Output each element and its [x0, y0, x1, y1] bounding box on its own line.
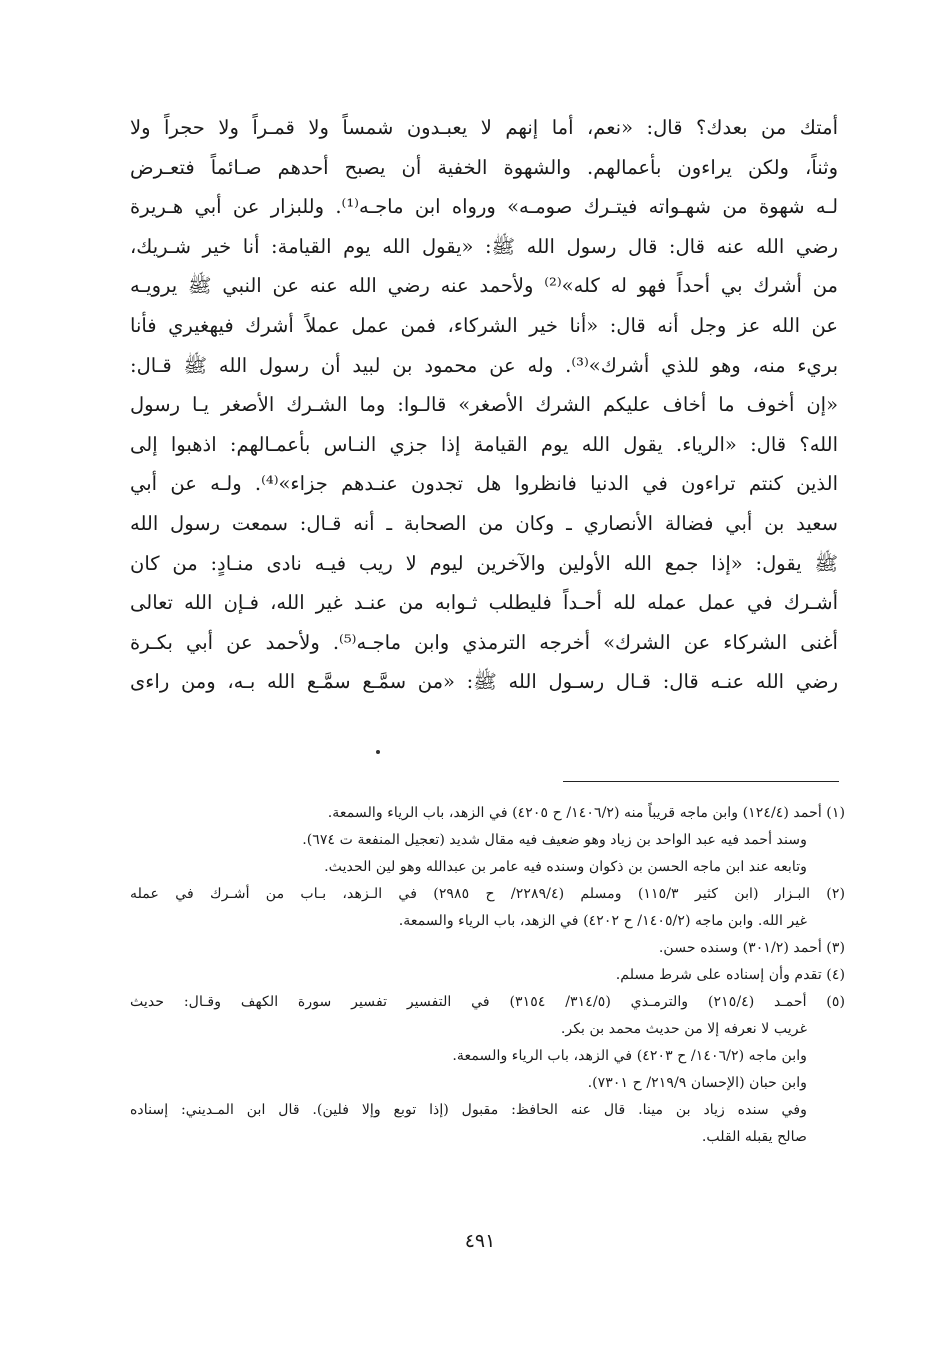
text-line: أمتك من بعدك؟ قال: «نعم، أما إنهم لا يعبـدون شمساً ولا قمـراً ولا حجراً ولا	[130, 116, 838, 139]
footnote-1-continuation: وسند أحمد فيه عبد الواحد بن زياد وهو ضعيف فيه مقال شديد (تعجيل المنفعة ت ٦٧٤).	[302, 832, 807, 848]
text-line: أشـرك في عمل عمله لله أحـداً فليطلب ثـوابه من عنـد غير الله، فـإن الله تعالى	[130, 591, 838, 615]
text-line: أغنى الشركاء عن الشرك» أخرجه الترمذي وابن ماجـه⁽⁵⁾. ولأحمد عن أبي بكـرة	[130, 630, 838, 654]
text-line: رضي الله عنه قال: قال رسول الله ﷺ: «يقول الله يوم القيامة: أنا خير شـريك،	[130, 234, 838, 258]
text-line: وثناً، ولكن يراءون بأعمالهم. والشهوة الخفية أن يصبح أحدهم صـائماً فتعـرض	[130, 155, 838, 179]
text-line: ﷺ يقول: «إذا جمع الله الأولين والآخرين ليوم لا ريب فيـه نادى منـادٍ: من كان	[130, 551, 838, 575]
main-text-block	[130, 108, 838, 702]
text-line: من أشرك بي أحداً فهو له كله»⁽²⁾ ولأحمد عنه رضي الله عنه عن النبي ﷺ يرويـه	[130, 274, 838, 298]
text-line: سعيد بن أبي فضالة الأنصاري ـ وكان من الصحابة ـ أنه قـال: سمعت رسول الله	[130, 511, 838, 535]
footnote-5-continuation: وفي سنده زياد بن مينا. قال عنه الحافظ: مقبول (إذا توبع وإلا فلين). قال ابن المـديني: إسناده	[130, 1102, 807, 1118]
footnotes-block	[130, 800, 845, 1151]
stray-ink-dot	[376, 750, 380, 754]
footnote-2-continuation: غير الله. وابن ماجه (١٤٠٥/٢/ ح ٤٢٠٢) في الزهد، باب الرياء والسمعة.	[398, 913, 807, 929]
text-line: «إن أخوف ما أخاف عليكم الشرك الأصغر» قالـوا: وما الشـرك الأصغر يـا رسول	[130, 393, 838, 417]
footnote-5: (٥) أحمـد (٢١٥/٤) والترمـذي (٣١٤/٥/ ٣١٥٤) في التفسير تفسير سورة الكهف وقـال: حديث	[130, 994, 845, 1010]
text-line: لـه شهوة من شهـواته فيتـرك صومـه» ورواه ابن ماجـه⁽¹⁾. وللبزار عن أبي هـريرة	[130, 195, 838, 219]
footnote-3: (٣) أحمد (٣٠١/٢) وسنده حسن.	[658, 940, 845, 956]
text-line: عن الله عز وجل أنه قال: «أنا خير الشركاء، فمن عمل عملاً أشرك فيهغيري فأنا	[130, 313, 838, 337]
text-line: رضي الله عنـه قال: قـال رسـول الله ﷺ: «من سمَّـع سمَّـع الله بـه، ومن راءى	[130, 670, 838, 694]
footnote-5-continuation: وابن ماجه (١٤٠٦/٢/ ح ٤٢٠٣) في الزهد، باب الرياء والسمعة.	[452, 1048, 807, 1064]
footnote-5-continuation: وابن حبان (الإحسان ٢١٩/٩/ ح ٧٣٠١).	[587, 1075, 807, 1091]
footnote-5-continuation: غريب لا نعرفه إلا من حديث محمد بن بكر.	[560, 1021, 807, 1037]
footnote-1-continuation: وتابعه عند ابن ماجه الحسن بن ذكوان وسنده فيه عامر بن عبدالله وهو لين الحديث.	[324, 859, 807, 875]
footnote-1: (١) أحمد (١٢٤/٤) وابن ماجه قريباً منه (١٤٠٦/٢/ ح ٤٢٠٥) في الزهد، باب الرياء والسمعة.	[327, 805, 845, 821]
text-line: بريء منه، وهو للذي أشرك»⁽³⁾. وله عن محمود بن لبيد أن رسول الله ﷺ قـال:	[130, 353, 838, 377]
page-number: ٤٩١	[464, 1230, 496, 1252]
text-line: الذين كنتم تراءون في الدنيا فانظروا هل تجدون عنـدهم جزاء»⁽⁴⁾. ولـه عن أبي	[130, 472, 838, 496]
footnote-4: (٤) تقدم وأن إسناده على شرط مسلم.	[615, 967, 845, 983]
footnote-2: (٢) البـزار (ابن كثير ١١٥/٣) ومسلم (٢٢٨٩/٤/ ح ٢٩٨٥) في الـزهد، بـاب من أشـرك في عمله	[130, 886, 845, 902]
footnote-separator	[563, 781, 839, 782]
text-line: الله؟ قال: «الرياء. يقول الله يوم القيامة إذا جزي النـاس بأعمـالهم: اذهبوا إلى	[130, 432, 838, 456]
footnote-5-continuation: صالح يقبله القلب.	[701, 1129, 807, 1145]
